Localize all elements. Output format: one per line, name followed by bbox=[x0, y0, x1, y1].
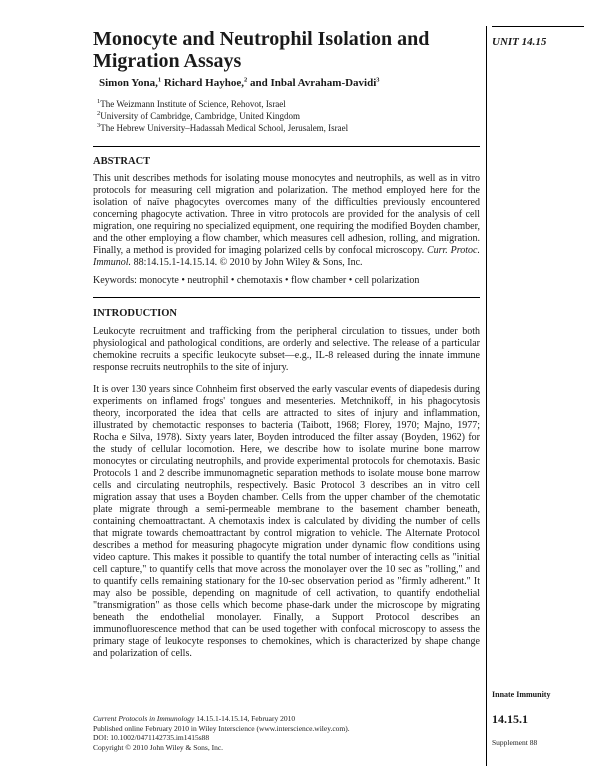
affiliations bbox=[97, 98, 480, 134]
footer-citation bbox=[93, 714, 480, 752]
doi-line: DOI: 10.1002/0471142735.im1415s88 bbox=[93, 733, 210, 742]
sidebar bbox=[492, 28, 584, 48]
abstract-heading: ABSTRACT bbox=[93, 156, 151, 167]
page-number: 14.15.1 bbox=[492, 712, 528, 726]
published-line: Published online February 2010 in Wiley Interscience (www.interscience.wiley.com). bbox=[93, 723, 350, 733]
section-label: Innate Immunity bbox=[492, 690, 551, 699]
unit-label: UNIT 14.15 bbox=[492, 36, 547, 48]
author-3: and Inbal Avraham-Davidi$^3$ bbox=[247, 76, 380, 89]
affiliation-2: $^2$University of Cambridge, Cambridge, United Kingdom bbox=[97, 110, 300, 121]
journal-line: Current Protocols in Immunology 14.15.1-14.15.14, February 2010 bbox=[93, 714, 296, 723]
copyright-line: Copyright © 2010 John Wiley & Sons, Inc. bbox=[93, 742, 224, 752]
intro-paragraph-1: Leukocyte recruitment and trafficking from the peripheral circulation to tissues, under both physiological and pathological conditions, are orderly and selective. The release of a particular chemokine recruits a specific leukocyte subset—e.g., IL-8 released during the innate immune response recruits neutrophils to the site of injury. bbox=[93, 326, 480, 373]
introduction-heading: INTRODUCTION bbox=[93, 308, 178, 319]
divider bbox=[93, 297, 480, 298]
supplement-label: Supplement 88 bbox=[492, 738, 538, 747]
intro-paragraph-2: It is over 130 years since Cohnheim first observed the early vascular events of diapedesis during experiments on inflamed frogs' tongues and mesenteries. Metchnikoff, in his phagocytosis theory, incorporated the idea that cells are attracted to sites of injury and inflammation, illustrated by chemotactic responses to bacteria (Taibott, 1968; Florey, 1970; Majno, 1977; Rocha e Silva, 1978). Sixty years later, Boyden introduced the filter assay (Boyden, 1962) for the study of cellular locomotion. Here, we describe how to isolate murine bone marrow monocytes or circulating neutrophils, and provide experimental protocols for chemotaxis. Basic Protocols 1 and 2 describe immunomagnetic separation methods to isolate mouse bone marrow cells and circulating neutrophils, respectively. Basic Protocol 3 describes an in vitro cell migration assay that uses a Boyden chamber. Cells from the upper chamber of the chemotatic plate migrate through a semi-permeable membrane to the basement chamber beneath, containing chemoattractant. A chemotaxis index is calculated by dividing the number of cells that migrate towards chemoattractant by control migration to vehicle. The Alternate Protocol describes a method for measuring phagocyte migration under dynamic flow conditions using video capture. This makes it possible to quantify the total number of interacting cells as "initial cell capture," to quantify cells that move across the monolayer over the 10 sec as "rolling," and to quantify cells remaining stationary for the 10-sec observation period as "firmly adherent." It may also be possible, depending on magnitude of cell activation, to quantify endothelial "transmigration" as those cells which become phase-dark under the microscope by migrating beneath the endothelial monolayer. Finally, a Support Protocol describes an immunofluorescence method that can be used together with confocal microscopy to assess the primary stage of leukocyte responses to chemokines, which is characterized by shape change and polarization of cells. bbox=[93, 384, 480, 659]
author-1: Simon Yona,$^1$ bbox=[99, 76, 162, 89]
affiliation-1: $^1$The Weizmann Institute of Science, Rehovot, Israel bbox=[97, 98, 286, 109]
abstract-text: This unit describes methods for isolating mouse monocytes and neutrophils, as well as in vitro protocols for measuring cell migration and polarization. The method employed here for the isolation of naïve phagocytes overcomes many of the difficulties previously encountered concerning phagocyte activation. Three in vitro protocols are provided for the analysis of cell migration, one requiring no specialized equipment, one requiring the modified Boyden chamber, and the other employing a flow chamber, which measures cell adhesion, rolling, and migration. Finally, a method is provided for imaging polarized cells by confocal microscopy. Curr. Protoc. Immunol. 88:14.15.1-14.15.14. © 2010 by John Wiley & Sons, Inc. bbox=[93, 173, 480, 268]
author-line bbox=[99, 76, 480, 90]
affiliation-3: $^3$The Hebrew University–Hadassah Medical School, Jerusalem, Israel bbox=[97, 122, 349, 133]
article-body bbox=[93, 28, 480, 660]
sidebar-top-rule bbox=[492, 26, 584, 27]
divider bbox=[93, 146, 480, 147]
margin-rule bbox=[486, 26, 487, 766]
article-title: Monocyte and Neutrophil Isolation and Migration Assays bbox=[93, 28, 430, 72]
keywords: Keywords: monocyte • neutrophil • chemotaxis • flow chamber • cell polarization bbox=[93, 275, 420, 286]
author-2: Richard Hayhoe,$^2$ bbox=[161, 76, 248, 89]
